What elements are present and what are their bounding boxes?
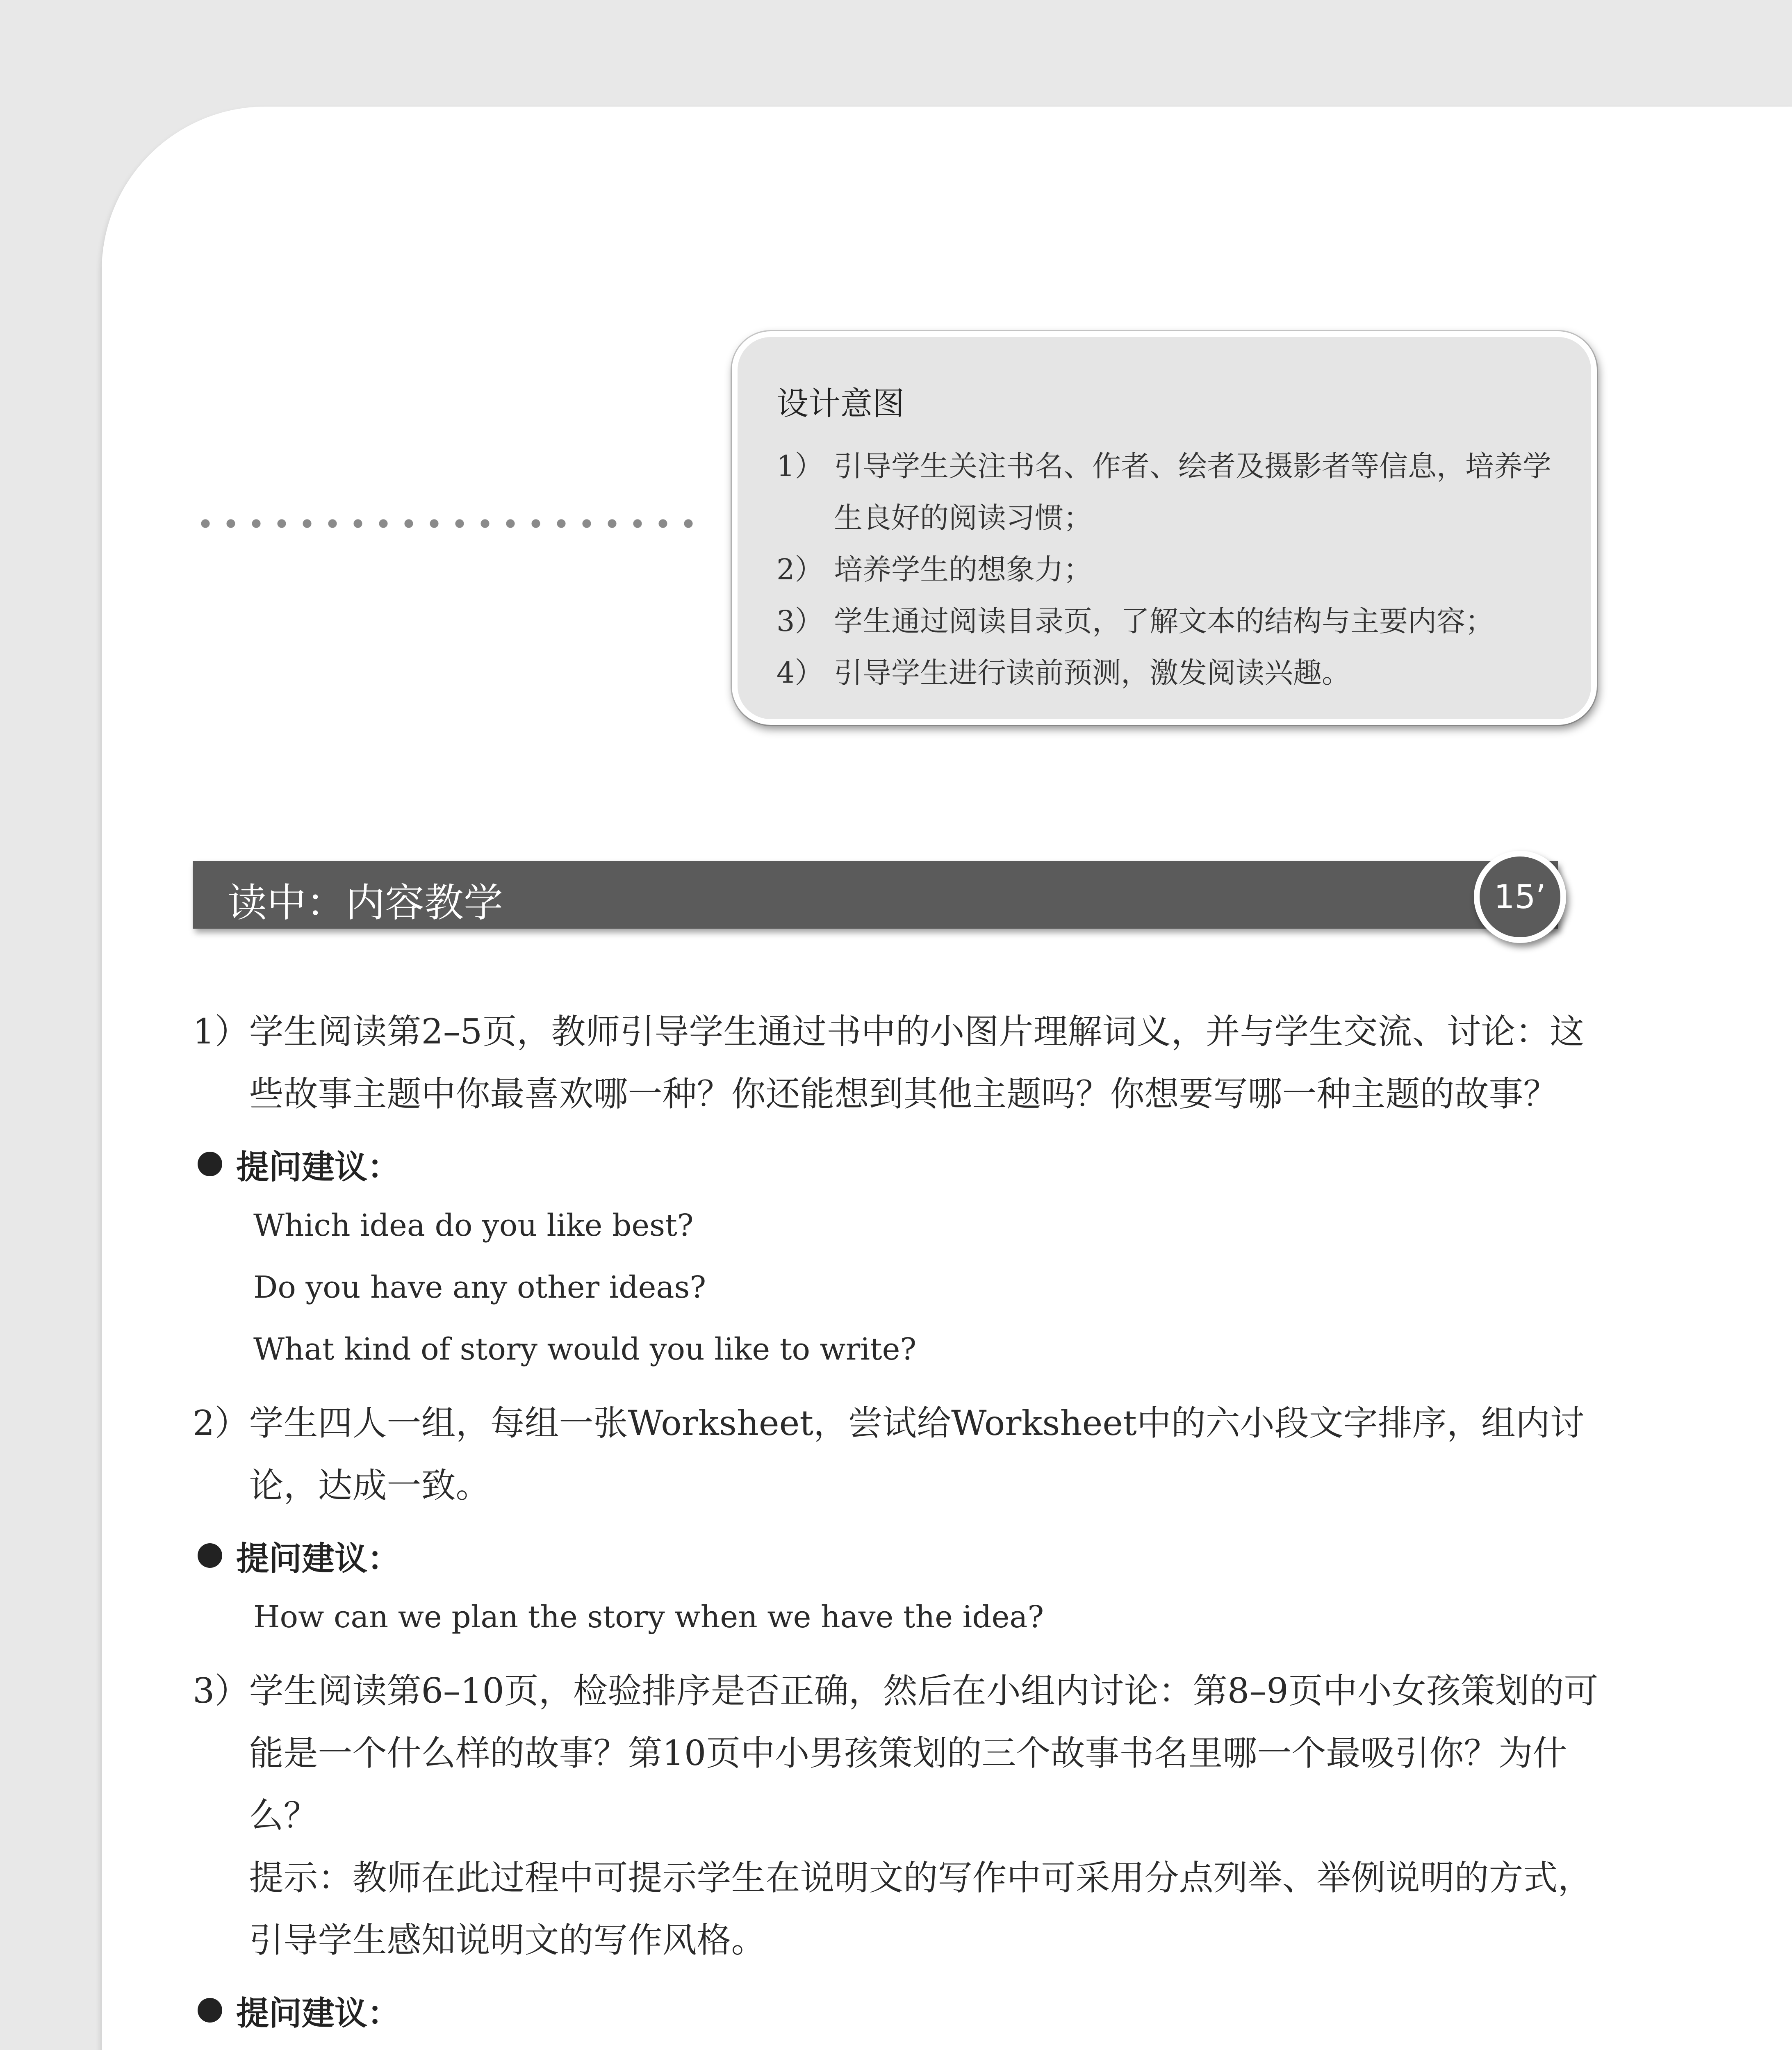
step-item xyxy=(193,1660,1607,1971)
step-number: 2） xyxy=(193,1403,249,1443)
question-list xyxy=(253,2041,1607,2050)
step-hint: 提示：教师在此过程中可提示学生在说明文的写作中可采用分点列举、举例说明的方式，引导学生感知说明文的写作风格。 xyxy=(249,1858,1592,1960)
step-body xyxy=(249,1660,1607,1971)
question-list xyxy=(253,1586,1607,1648)
design-intent-number: 3） xyxy=(776,604,824,638)
step-number: 3） xyxy=(193,1671,249,1711)
design-intent-text: 培养学生的想象力； xyxy=(834,553,1092,586)
question-line: What kind of story would you like to write? xyxy=(253,1332,917,1367)
step-text: 学生阅读第6–10页，检验排序是否正确，然后在小组内讨论：第8–9页中小女孩策划的可能是一个什么样的故事？第10页中小男孩策划的三个故事书名里哪一个最吸引你？为什么？ xyxy=(249,1671,1598,1836)
time-badge: 15’ xyxy=(1474,851,1566,943)
question-suggestion-heading xyxy=(198,1133,1607,1195)
question-heading-label: 提问建议： xyxy=(236,1539,400,1578)
question-heading-label: 提问建议： xyxy=(236,1148,400,1186)
design-intent-item xyxy=(776,595,1558,647)
step-text: 学生四人一组，每组一张Worksheet，尝试给Worksheet中的六小段文字排序，组内讨论，达成一致。 xyxy=(249,1403,1585,1506)
step-item xyxy=(193,1392,1607,1517)
step-text: 学生阅读第2–5页，教师引导学生通过书中的小图片理解词义，并与学生交流、讨论：这些故事主题中你最喜欢哪一种？你还能想到其他主题吗？你想要写哪一种主题的故事？ xyxy=(249,1011,1585,1114)
design-intent-item xyxy=(776,544,1558,595)
bullet-icon xyxy=(198,1152,222,1176)
question-line xyxy=(253,2041,1607,2050)
design-intent-number: 2） xyxy=(776,553,824,586)
design-intent-text: 引导学生进行读前预测，激发阅读兴趣。 xyxy=(834,656,1350,690)
design-intent-box xyxy=(732,331,1597,725)
design-intent-number: 4） xyxy=(776,656,824,690)
step-item xyxy=(193,1000,1607,1125)
design-intent-text: 引导学生关注书名、作者、绘者及摄影者等信息，培养学生良好的阅读习惯； xyxy=(834,449,1551,535)
design-intent-title: 设计意图 xyxy=(776,385,905,422)
question-suggestion-heading xyxy=(198,1525,1607,1586)
design-intent-text: 学生通过阅读目录页，了解文本的结构与主要内容； xyxy=(834,604,1494,638)
design-intent-item xyxy=(776,440,1558,544)
dotted-leader xyxy=(193,519,705,528)
design-intent-number: 1） xyxy=(776,449,824,483)
question-list xyxy=(253,1195,1607,1380)
question-line: How can we plan the story when we have the idea? xyxy=(253,1599,1044,1635)
design-intent-item xyxy=(776,647,1558,699)
question-line: Which idea do you like best? xyxy=(253,1208,694,1243)
question-heading-label: 提问建议： xyxy=(236,1994,400,2032)
lesson-content xyxy=(193,1000,1607,2050)
question-suggestion-heading xyxy=(198,1979,1607,2041)
section-title: 读中：内容教学 xyxy=(228,880,503,926)
section-header-bar xyxy=(193,861,1558,929)
bullet-icon xyxy=(198,1998,222,2023)
step-number: 1） xyxy=(193,1011,249,1052)
question-line: Do you have any other ideas? xyxy=(253,1270,706,1305)
bullet-icon xyxy=(198,1543,222,1568)
